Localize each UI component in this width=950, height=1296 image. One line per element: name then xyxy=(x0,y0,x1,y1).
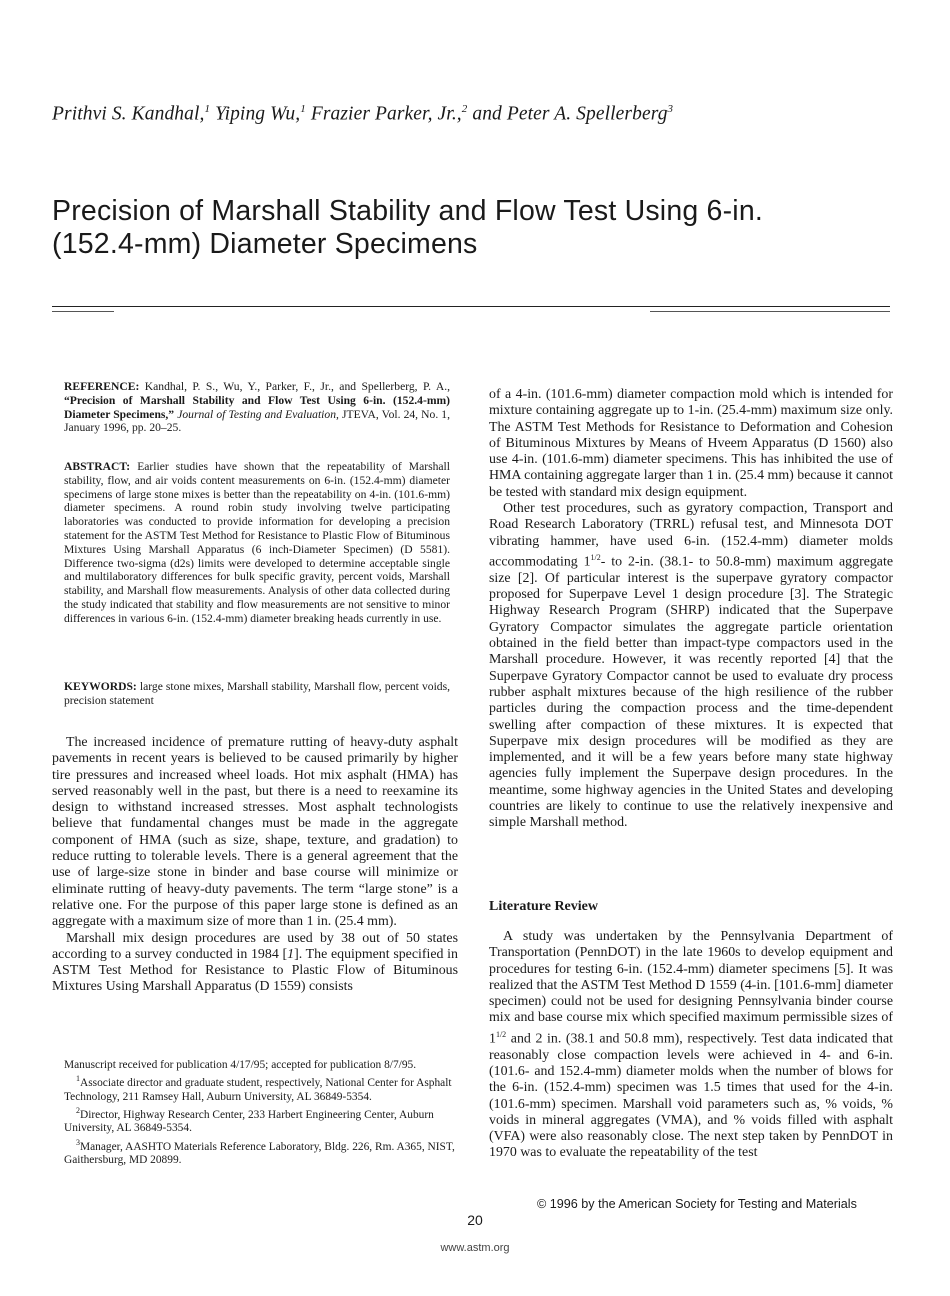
lit-start: A study was undertaken by the Pennsylvania Department of Transportation (PennDOT) in the late 1960s to develop equipment and procedures for testing 6-in. (152.4-mm) diameter specimens [5]. It was realized that the ASTM Test Method D 1559 (4-in. [101.6-mm] diameter specimen) could not be used for designing Pennsylvania binder course mix and base course mix which specified maximum permissible sizes of 1 xyxy=(489,929,893,1047)
header-rule-short xyxy=(52,311,114,312)
abstract-label: ABSTRACT: xyxy=(64,460,131,473)
affiliation-mark: 1 xyxy=(300,103,306,115)
introduction-text xyxy=(52,735,458,996)
paper-title xyxy=(52,195,912,261)
right-paragraph-1: of a 4-in. (101.6-mm) diameter compaction mold which is intended for mixture containing aggregate up to 1-in. (25.4-mm) maximum size only. The ASTM Test Methods for Resistance to Deformation and Cohesion of Bituminous Mixtures by Means of Hveem Apparatus (D 1560) also use 4-in. (101.6-mm) diameter specimens. This has inhibited the use of HMA containing aggregate larger than 1 in. (25.4 mm) because it cannot be tested with standard mix design equipment. xyxy=(489,387,893,500)
footnote-1 xyxy=(64,1072,458,1104)
footnote-mark: 3 xyxy=(76,1137,80,1147)
reference-details: JTEVA, Vol. 24, No. 1, January 1996, pp. 20–25. xyxy=(64,407,451,435)
keywords-block xyxy=(64,680,450,708)
keywords-text: large stone mixes, Marshall stability, Marshall flow, percent voids, precision statement xyxy=(64,680,450,707)
reference-label: REFERENCE: xyxy=(64,380,140,393)
footnote-1-text: Associate director and graduate student, respectively, National Center for Asphalt Technology, 211 Ramsey Hall, Auburn University, AL 36849-5354. xyxy=(64,1077,452,1103)
footnote-3-text: Manager, AASHTO Materials Reference Laboratory, Bldg. 226, Rm. A365, NIST, Gaithersburg, MD 20899. xyxy=(64,1140,455,1166)
reference-journal: Journal of Testing and Evaluation, xyxy=(174,407,339,421)
intro-p2-start: Marshall mix design procedures are used by 38 out of 50 states according to a survey conducted in 1984 [ xyxy=(52,930,458,962)
header-rule-long xyxy=(650,311,890,312)
author-kandhal: Prithvi S. Kandhal, xyxy=(52,103,205,125)
footnote-mark: 2 xyxy=(76,1106,80,1116)
author-wu: Yiping Wu, xyxy=(210,103,301,125)
footnote-received: Manuscript received for publication 4/17/95; accepted for publication 8/7/95. xyxy=(64,1059,417,1071)
right-p2-end: - to 2-in. (38.1- to 50.8-mm) maximum aggregate size [2]. Of particular interest is the superpave gyratory compactor proposed for Superpave Level 1 design procedure [3]. The Strategic Highway Research Program (SHRP) indicated that the Superpave Gyratory Compactor simulates the aggregate particle orientation obtained in the field better than impact-type compactors used in the Marshall procedure. However, it was recently reported [4] that the Superpave Gyratory Compactor cannot be used to evaluate dry process rubber asphalt mixtures because of the high resilience of the rubber particles during the compaction process and the time-dependent swelling after compaction of these mixtures. It is expected that Superpave mix design procedures will be modified as they are implemented, and it will be a few years before many state highway agencies fully implement the Superpave design procedures. In the meantime, some highway agencies in the United States and developing countries are likely to continue to use the relatively inexpensive and simple Marshall method. xyxy=(489,554,894,831)
keywords-label: KEYWORDS: xyxy=(64,680,137,693)
footnote-mark: 1 xyxy=(76,1074,80,1084)
footnote-2 xyxy=(64,1104,458,1136)
reference-title: “Precision of Marshall Stability and Flow Test Using 6-in. (152.4-mm) Diameter Specimens,” xyxy=(64,393,450,421)
section-heading-literature-review: Literature Review xyxy=(489,899,598,914)
website-url: www.astm.org xyxy=(440,1242,510,1254)
footnote-3 xyxy=(64,1136,458,1168)
affiliation-mark: 3 xyxy=(667,103,674,115)
author-spellerberg: and Peter A. Spellerberg xyxy=(467,103,668,125)
right-p2-start: Other test procedures, such as gyratory compaction, Transport and Road Research Laboratory (TRRL) refusal test, and Minnesota DOT vibrating hammer, have used 6-in. (152.4-mm) diameter molds accommodating 1 xyxy=(489,501,893,570)
copyright-notice: © 1996 by the American Society for Testing and Materials xyxy=(537,1197,857,1211)
intro-p2-end: ]. The equipment specified in ASTM Test Method for Resistance to Plastic Flow of Bituminous Mixtures Using Marshall Apparatus (D 1559) consists xyxy=(52,946,458,995)
footnotes xyxy=(64,1059,458,1167)
page-number: 20 xyxy=(467,1212,483,1228)
title-line-1: Precision of Marshall Stability and Flow Test Using 6-in. xyxy=(52,195,763,227)
title-line-2: (152.4-mm) Diameter Specimens xyxy=(52,228,478,260)
right-paragraph-2 xyxy=(489,501,893,832)
reference-authors: Kandhal, P. S., Wu, Y., Parker, F., Jr., and Spellerberg, P. A., xyxy=(139,380,450,393)
intro-paragraph-2 xyxy=(52,931,458,996)
right-column-text xyxy=(489,387,893,832)
fraction: 1/2 xyxy=(590,552,601,562)
header-rule xyxy=(52,306,890,307)
author-parker: Frazier Parker, Jr., xyxy=(305,103,462,125)
abstract-block xyxy=(64,460,450,626)
fraction: 1/2 xyxy=(495,1029,507,1039)
citation-ref: 1 xyxy=(287,946,295,962)
lit-end: and 2 in. (38.1 and 50.8 mm), respectively. Test data indicated that reasonably close compaction levels were achieved in 4- and 6-in. (101.6- and 152.4-mm) diameter molds when the number of blows for the 6-in. (152.4-mm) specimen was 1.5 times that used for the 4-in. (101.6-mm) specimen. Marshall void parameters such as, % voids, % voids in mineral aggregates (VMA), and % voids filled with asphalt (VFA) were also reasonably close. The next step taken by PennDOT in 1970 was to evaluate the repeatability of the test xyxy=(489,1031,893,1161)
author-line xyxy=(52,103,673,126)
abstract-text: Earlier studies have shown that the repeatability of Marshall stability, flow, and air voids content measurements on 6-in. (152.4-mm) diameter specimens of large stone mixes is better than the repeatability on 4-in. (101.6-mm) diameter specimens. A round robin study involving twelve participating laboratories was conducted to provide information for developing a precision statement for the ASTM Test Method for Resistance to Plastic Flow of Bituminous Mixtures Using Marshall Apparatus (6 inch-Diameter Specimen) (D 5581). Difference two-sigma (d2s) limits were developed to determine acceptable single and multilaboratory differences for bulk specific gravity, percent voids, Marshall stability, and Marshall flow measurements. Analysis of other data collected during the study indicated that stability and flow measurements are not sensitive to minor differences in various 6-in. (152.4-mm) diameter breaking heads currently in use. xyxy=(64,460,450,625)
literature-paragraph xyxy=(489,929,893,1162)
affiliation-mark: 2 xyxy=(461,103,468,115)
intro-paragraph-1: The increased incidence of premature rutting of heavy-duty asphalt pavements in recent years is believed to be caused primarily by higher tire pressures and increased wheel loads. Hot mix asphalt (HMA) has served reasonably well in the past, but there is a need to reexamine its design to withstand increased stresses. Most asphalt technologists believe that fundamental changes must be made in the aggregate component of HMA (such as size, shape, texture, and gradation) to reduce rutting to tolerable levels. There is a general agreement that the use of large-size stone in binder and base course will minimize or eliminate rutting of heavy-duty pavements. The term “large stone” is a relative one. For the purpose of this paper large stone is defined as an aggregate with a maximum size of more than 1 in. (25.4 mm). xyxy=(52,735,458,930)
affiliation-mark: 1 xyxy=(204,103,211,115)
reference-block xyxy=(64,380,450,435)
footnote-2-text: Director, Highway Research Center, 233 Harbert Engineering Center, Auburn University, AL 36849-5354. xyxy=(64,1108,434,1135)
literature-review-text xyxy=(489,929,893,1162)
